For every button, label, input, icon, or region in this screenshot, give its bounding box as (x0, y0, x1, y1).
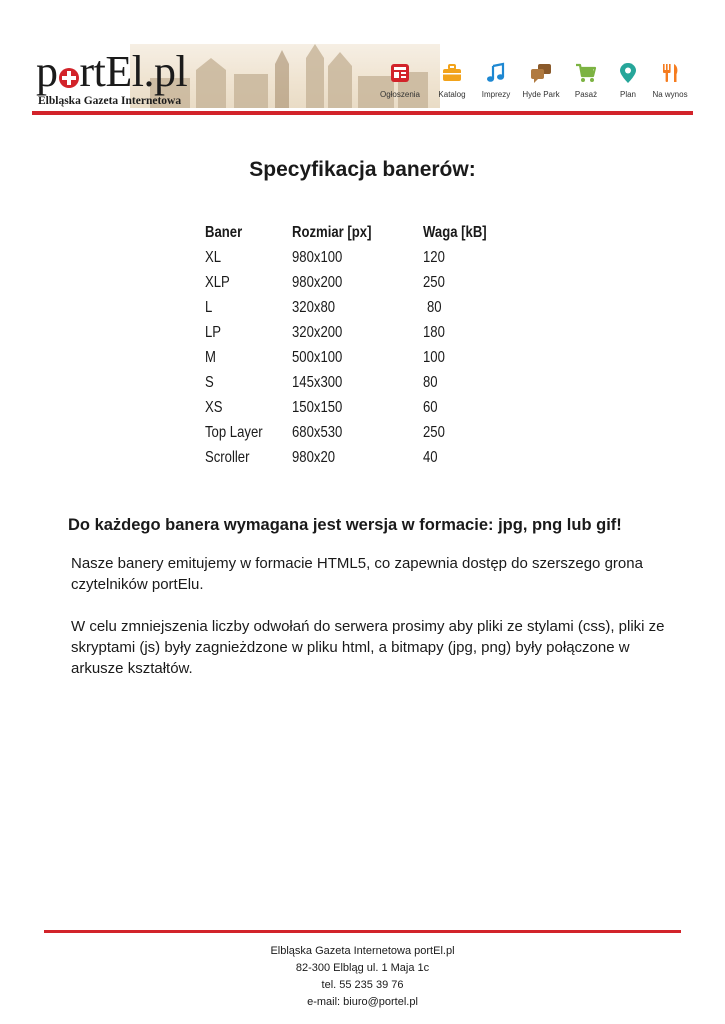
nav-item-na-wynos[interactable]: Na wynos (642, 62, 698, 99)
cell-baner: LP (205, 324, 222, 341)
header-baner: Baner (205, 224, 243, 241)
top-navigation (372, 62, 702, 106)
nav-item-hyde-park[interactable]: Hyde Park (513, 62, 569, 99)
nav-item-ogloszenia[interactable]: Ogłoszenia (372, 62, 428, 99)
map-pin-icon (617, 62, 639, 84)
footer-divider (44, 930, 681, 933)
shopping-cart-icon (575, 62, 597, 84)
nav-item-plan[interactable]: Plan (600, 62, 656, 99)
logo[interactable] (36, 47, 188, 107)
cell-waga: 100 (423, 349, 445, 366)
page-title: Specyfikacja banerów: (249, 158, 476, 181)
cell-rozmiar: 145x300 (292, 374, 343, 391)
briefcase-icon (441, 62, 463, 84)
footer-phone: tel. 55 235 39 76 (321, 979, 404, 991)
logo-wordmark: p rtEl.pl (36, 47, 188, 96)
cell-waga: 80 (427, 299, 442, 316)
cell-waga: 60 (423, 399, 438, 416)
logo-subtitle: Elbląska Gazeta Internetowa (38, 95, 182, 107)
cell-rozmiar: 980x20 (292, 449, 336, 466)
header-rozmiar: Rozmiar [px] (292, 224, 372, 241)
chat-bubbles-icon (530, 62, 552, 84)
cell-waga: 120 (423, 249, 445, 266)
cell-baner: Top Layer (205, 424, 263, 441)
cross-logo-icon (59, 68, 79, 88)
cell-baner: XL (205, 249, 222, 266)
cell-waga: 80 (423, 374, 438, 391)
cell-rozmiar: 150x150 (292, 399, 343, 416)
newspaper-icon (389, 62, 411, 84)
fork-knife-icon (659, 62, 681, 84)
header-waga: Waga [kB] (423, 224, 487, 241)
footer-email[interactable]: e-mail: biuro@portel.pl (307, 996, 418, 1008)
footer (0, 943, 725, 1011)
html5-paragraph: Nasze banery emitujemy w formacie HTML5, co zapewnia dostęp do szerszego grona czytelników portElu. (71, 555, 643, 593)
cell-rozmiar: 500x100 (292, 349, 343, 366)
music-note-icon (485, 62, 507, 84)
requests-paragraph: W celu zmniejszenia liczby odwołań do serwera prosimy aby pliki ze stylami (css), pliki ze skryptami (js) były zagnieżdzone w pliku html, a bitmapy (jpg, png) były połączone w arkusze kształtów. (71, 618, 665, 677)
cell-waga: 250 (423, 274, 445, 291)
header-divider (32, 111, 693, 115)
footer-address: 82-300 Elbląg ul. 1 Maja 1c (295, 962, 430, 974)
cell-rozmiar: 680x530 (292, 424, 343, 441)
nav-item-pasaz[interactable]: Pasaż (558, 62, 614, 99)
footer-company: Elbląska Gazeta Internetowa portEl.pl (270, 945, 455, 957)
cell-rozmiar: 320x200 (292, 324, 343, 341)
cell-waga: 250 (423, 424, 445, 441)
cell-waga: 40 (423, 449, 438, 466)
header (0, 0, 725, 118)
cell-baner: S (205, 374, 214, 391)
cell-rozmiar: 320x80 (292, 299, 336, 316)
cell-rozmiar: 980x100 (292, 249, 343, 266)
cell-baner: XLP (205, 274, 230, 291)
cell-baner: Scroller (205, 449, 250, 466)
nav-item-katalog[interactable]: Katalog (424, 62, 480, 99)
cell-waga: 180 (423, 324, 445, 341)
cell-rozmiar: 980x200 (292, 274, 343, 291)
nav-item-imprezy[interactable]: Imprezy (468, 62, 524, 99)
cell-baner: XS (205, 399, 223, 416)
format-notice: Do każdego banera wymagana jest wersja w formacie: jpg, png lub gif! (68, 516, 622, 534)
cell-baner: L (205, 299, 213, 316)
cell-baner: M (205, 349, 216, 366)
